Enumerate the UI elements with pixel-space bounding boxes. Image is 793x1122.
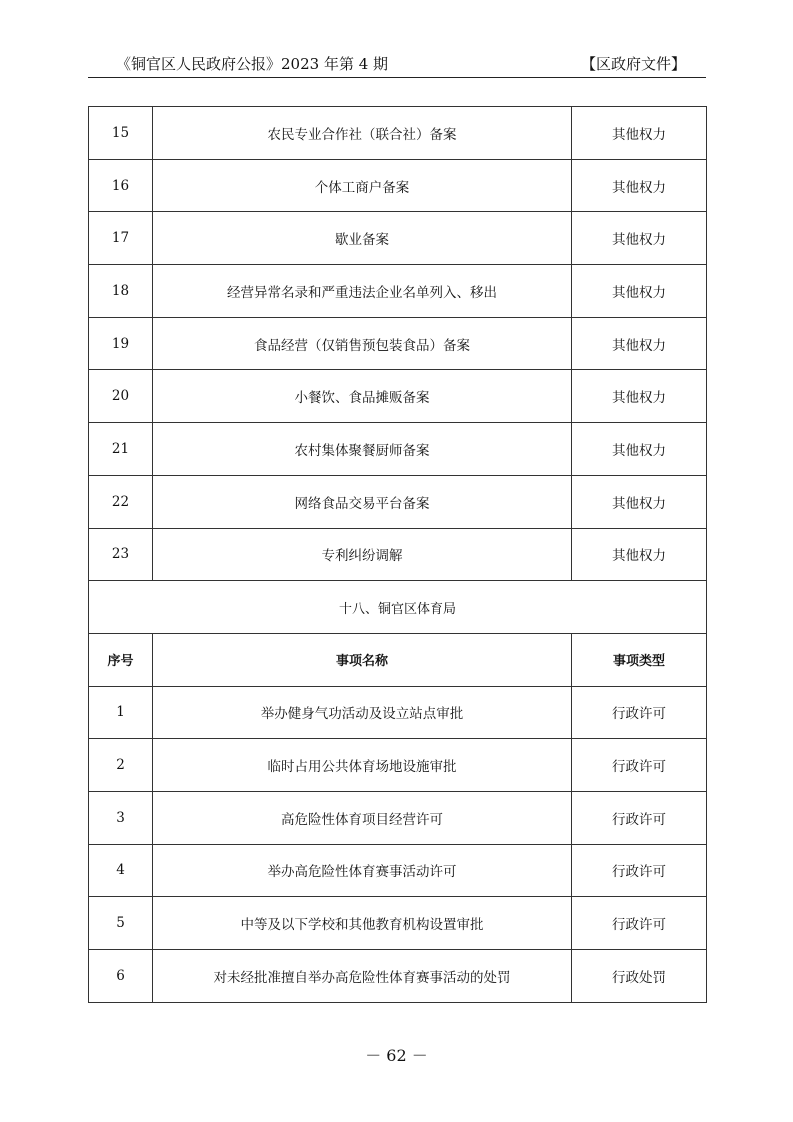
cell-name: 食品经营（仅销售预包装食品）备案 [153,317,572,370]
cell-no: 4 [89,844,153,897]
cell-name: 中等及以下学校和其他教育机构设置审批 [153,897,572,950]
cell-name: 农村集体聚餐厨师备案 [153,423,572,476]
table-row [89,686,707,739]
table-row [89,423,707,476]
table-row [89,844,707,897]
page-number: － 62 － [365,1046,428,1065]
header-section: 【区政府文件】 [580,55,686,73]
table-row [89,739,707,792]
cell-type: 其他权力 [572,159,707,212]
cell-type: 行政许可 [572,791,707,844]
table-row [89,897,707,950]
cell-no: 1 [89,686,153,739]
table-row [89,317,707,370]
cell-no: 3 [89,791,153,844]
cell-type: 行政许可 [572,897,707,950]
cell-no: 序号 [89,633,153,686]
cell-no: 6 [89,950,153,1003]
running-header [88,55,706,78]
cell-no: 15 [89,107,153,160]
cell-name: 个体工商户备案 [153,159,572,212]
cell-type: 行政许可 [572,844,707,897]
table-row [89,212,707,265]
table-row [89,528,707,581]
table-row [89,159,707,212]
cell-name: 对未经批准擅自举办高危险性体育赛事活动的处罚 [153,950,572,1003]
table-row [89,950,707,1003]
cell-no: 19 [89,317,153,370]
cell-type: 其他权力 [572,212,707,265]
cell-name: 农民专业合作社（联合社）备案 [153,107,572,160]
cell-no: 5 [89,897,153,950]
cell-name: 事项名称 [153,633,572,686]
section-title: 十八、铜官区体育局 [89,581,707,634]
cell-no: 2 [89,739,153,792]
table-row [89,265,707,318]
table-row [89,633,707,686]
cell-name: 歇业备案 [153,212,572,265]
cell-no: 21 [89,423,153,476]
cell-no: 23 [89,528,153,581]
cell-type: 行政处罚 [572,950,707,1003]
cell-name: 专利纠纷调解 [153,528,572,581]
cell-name: 网络食品交易平台备案 [153,475,572,528]
section-row [89,581,707,634]
cell-type: 行政许可 [572,739,707,792]
cell-no: 22 [89,475,153,528]
items-table [88,106,707,1003]
cell-name: 举办健身气功活动及设立站点审批 [153,686,572,739]
table-row [89,475,707,528]
table-row [89,370,707,423]
header-title: 《铜官区人民政府公报》2023 年第 4 期 [116,55,389,73]
cell-type: 行政许可 [572,686,707,739]
cell-type: 其他权力 [572,370,707,423]
cell-name: 临时占用公共体育场地设施审批 [153,739,572,792]
cell-no: 16 [89,159,153,212]
cell-no: 18 [89,265,153,318]
table-row [89,791,707,844]
cell-no: 20 [89,370,153,423]
cell-type: 事项类型 [572,633,707,686]
cell-no: 17 [89,212,153,265]
cell-type: 其他权力 [572,107,707,160]
cell-type: 其他权力 [572,475,707,528]
table-row [89,107,707,160]
cell-type: 其他权力 [572,265,707,318]
cell-type: 其他权力 [572,317,707,370]
cell-name: 举办高危险性体育赛事活动许可 [153,844,572,897]
cell-type: 其他权力 [572,423,707,476]
cell-type: 其他权力 [572,528,707,581]
cell-name: 经营异常名录和严重违法企业名单列入、移出 [153,265,572,318]
cell-name: 小餐饮、食品摊贩备案 [153,370,572,423]
cell-name: 高危险性体育项目经营许可 [153,791,572,844]
